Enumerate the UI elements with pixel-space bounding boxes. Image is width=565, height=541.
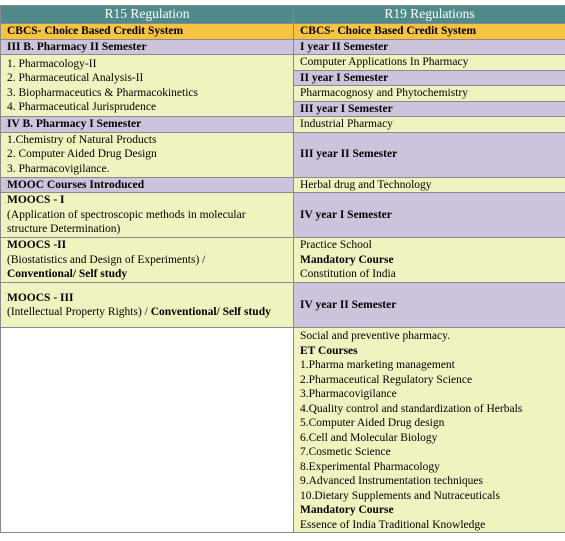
list-item: 2. Pharmaceutical Analysis-II xyxy=(7,72,144,84)
list-item: 8.Experimental Pharmacology xyxy=(300,460,440,473)
right-row-5: III year I Semester xyxy=(294,101,565,117)
list-item: 3.Pharmacovigilance xyxy=(300,388,397,400)
list-item: 3. Pharmacovigilance. xyxy=(7,162,110,175)
mooc-intro: MOOC Courses Introduced xyxy=(1,177,294,193)
sem4-heading: IV B. Pharmacy I Semester xyxy=(1,117,294,133)
right-row-3: II year I Semester xyxy=(294,70,565,86)
list-item: 9.Advanced Instrumentation techniques xyxy=(300,475,483,487)
list-item: 2. Computer Aided Drug Design xyxy=(7,148,157,161)
list-item: 10.Dietary Supplements and Nutraceuticals xyxy=(300,489,500,502)
header-r19: R19 Regulations xyxy=(294,6,565,24)
right-row-12 xyxy=(294,328,565,533)
empty-cell xyxy=(1,328,294,533)
list-item: 4.Quality control and standardization of Herbals xyxy=(300,402,523,415)
right-row-1: I year II Semester xyxy=(294,39,565,55)
right-row-2: Computer Applications In Pharmacy xyxy=(294,55,565,71)
mandatory-heading: Mandatory Course xyxy=(300,504,394,516)
mooc3-cell xyxy=(1,283,294,328)
mooc3-desc-line xyxy=(7,305,287,320)
cbcs-right: CBCS- Choice Based Credit System xyxy=(294,24,565,40)
mooc1-cell xyxy=(1,193,294,238)
list-item: 6.Cell and Molecular Biology xyxy=(300,431,438,444)
sem3-heading: III B. Pharmacy II Semester xyxy=(1,39,294,55)
right-row-9: IV year I Semester xyxy=(294,193,565,238)
mooc2-desc: (Biostatistics and Design of Experiments) / xyxy=(7,253,206,266)
list-item: 1.Chemistry of Natural Products xyxy=(7,133,157,146)
list-item: 1.Pharma marketing management xyxy=(300,359,455,371)
practice-school: Practice School xyxy=(300,239,372,252)
constitution-of-india: Constitution of India xyxy=(300,268,396,281)
mooc3-desc: (Intellectual Property Rights) / xyxy=(7,306,148,318)
right-row-8: Herbal drug and Technology xyxy=(294,177,565,193)
mooc3-conventional: Conventional/ Self study xyxy=(150,306,271,318)
et-heading: ET Courses xyxy=(300,344,358,357)
social-preventive: Social and preventive pharmacy. xyxy=(300,330,450,342)
mandatory-item: Essence of India Traditional Knowledge xyxy=(300,518,486,531)
mooc1-desc: (Application of spectroscopic methods in molecular structure Determination) xyxy=(7,208,246,236)
mooc2-cell xyxy=(1,238,294,283)
right-row-11: IV year II Semester xyxy=(294,283,565,328)
list-item: 2.Pharmaceutical Regulatory Science xyxy=(300,373,473,386)
mooc1-title: MOOCS - I xyxy=(7,194,65,207)
right-row-10 xyxy=(294,238,565,283)
mooc2-conventional: Conventional/ Self study xyxy=(7,268,128,281)
list-item: 1. Pharmacology-II xyxy=(7,57,97,70)
list-item: 3. Biopharmaceutics & Pharmacokinetics xyxy=(7,86,198,99)
sem4-list xyxy=(1,132,294,177)
regulation-table xyxy=(0,5,565,533)
list-item: 5.Computer Aided Drug design xyxy=(300,417,445,429)
sem3-list xyxy=(1,55,294,117)
cbcs-row xyxy=(1,24,565,40)
header-r15: R15 Regulation xyxy=(1,6,294,24)
right-row-4: Pharmacognosy and Phytochemistry xyxy=(294,86,565,102)
mooc2-title: MOOCS -II xyxy=(7,239,67,252)
list-item: 7.Cosmetic Science xyxy=(300,446,391,458)
cbcs-left: CBCS- Choice Based Credit System xyxy=(1,24,294,40)
right-row-7: III year II Semester xyxy=(294,132,565,177)
mooc3-title: MOOCS - III xyxy=(7,291,74,304)
header-row xyxy=(1,6,565,24)
list-item: 4. Pharmaceutical Jurisprudence xyxy=(7,101,157,113)
mandatory-course-label: Mandatory Course xyxy=(300,253,394,266)
right-row-6: Industrial Pharmacy xyxy=(294,117,565,133)
regulation-comparison xyxy=(0,5,565,535)
